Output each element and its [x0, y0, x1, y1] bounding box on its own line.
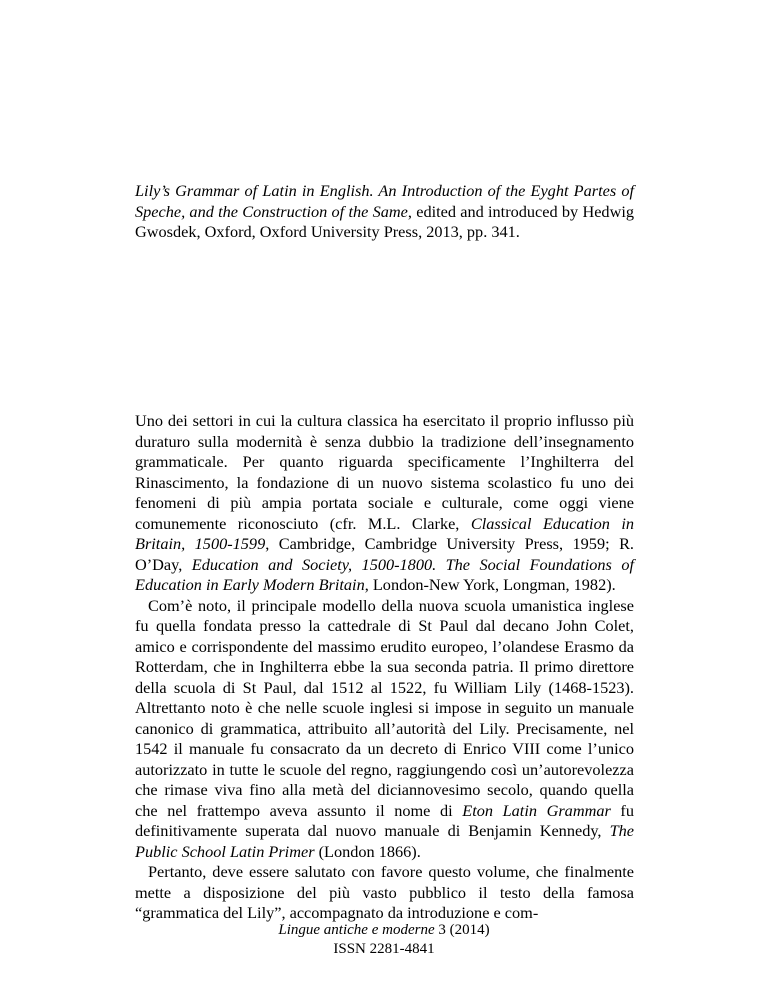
paragraph-text: (London 1866). [314, 841, 421, 861]
body-paragraph [135, 596, 634, 863]
paragraph-text: fu definitivamente superata dal nuovo manuale di Benjamin Kennedy, [135, 800, 634, 840]
cited-work-title: Classical Education in Britain, 1500-1599 [135, 513, 634, 553]
cited-work-title: The Public School Latin Primer [135, 821, 634, 861]
footer-issn: ISSN 2281-4841 [333, 941, 435, 957]
paragraph-text: Pertanto, deve essere salutato con favore questo volume, che finalmente mette a disposizione del più vasto pubblico il testo della famosa “grammatica del Lily”, accompagnato da introduzione e com- [135, 862, 634, 922]
paragraph-text: , Cambridge, Cambridge University Press, 1959; R. O’Day, [135, 534, 634, 574]
footer-journal-line [0, 921, 768, 939]
review-citation [135, 181, 634, 243]
journal-issue: 3 (2014) [434, 922, 490, 938]
cited-work-title: Eton Latin Grammar [462, 800, 611, 820]
reviewed-book-title: Lily’s Grammar of Latin in English. An Introduction of the Eyght Partes of Speche, and the Construction of the Same [135, 181, 634, 221]
paragraph-text: Uno dei settori in cui la cultura classica ha esercitato il proprio influsso più duraturo sulla modernità è senza dubbio la tradizione dell’insegnamento grammaticale. Per quanto riguarda specificamente l’Inghilterra del Rinascimento, la fondazione di un nuovo sistema scolastico fu uno dei fenomeni di più ampia portata sociale e culturale, come oggi viene comunemente riconosciuto (cfr. M.L. Clarke, [135, 411, 634, 533]
body-paragraph [135, 862, 634, 924]
reviewed-book-details: , edited and introduced by Hedwig Gwosdek, Oxford, Oxford University Press, 2013, pp. 341. [135, 201, 634, 241]
body-paragraph [135, 411, 634, 596]
paragraph-text: , London-New York, Longman, 1982). [364, 575, 616, 594]
journal-name: Lingue antiche e moderne [278, 922, 435, 938]
cited-work-title: Education and Society, 1500-1800. The Social Foundations of Education in Early Modern Britain [135, 554, 634, 594]
paragraph-text: Com’è noto, il principale modello della nuova scuola umanistica inglese fu quella fondata presso la cattedrale di St Paul dal decano John Colet, amico e corrispondente del massimo erudito europeo, l’olandese Erasmo da Rotterdam, che in Inghilterra ebbe la sua seconda patria. Il primo direttore della scuola di St Paul, dal 1512 al 1522, fu William Lily (1468-1523). Altrettanto noto è che nelle scuole inglesi si impose in seguito un manuale canonico di grammatica, attribuito all’autorità del Lily. Precisamente, nel 1542 il manuale fu consacrato da un decreto di Enrico VIII come l’unico autorizzato in tutte le scuole del regno, raggiungendo così un’autorevolezza che rimase viva fino alla metà del diciannovesimo secolo, quando quella che nel frattempo aveva assunto il nome di [135, 595, 634, 820]
review-body [135, 411, 634, 924]
